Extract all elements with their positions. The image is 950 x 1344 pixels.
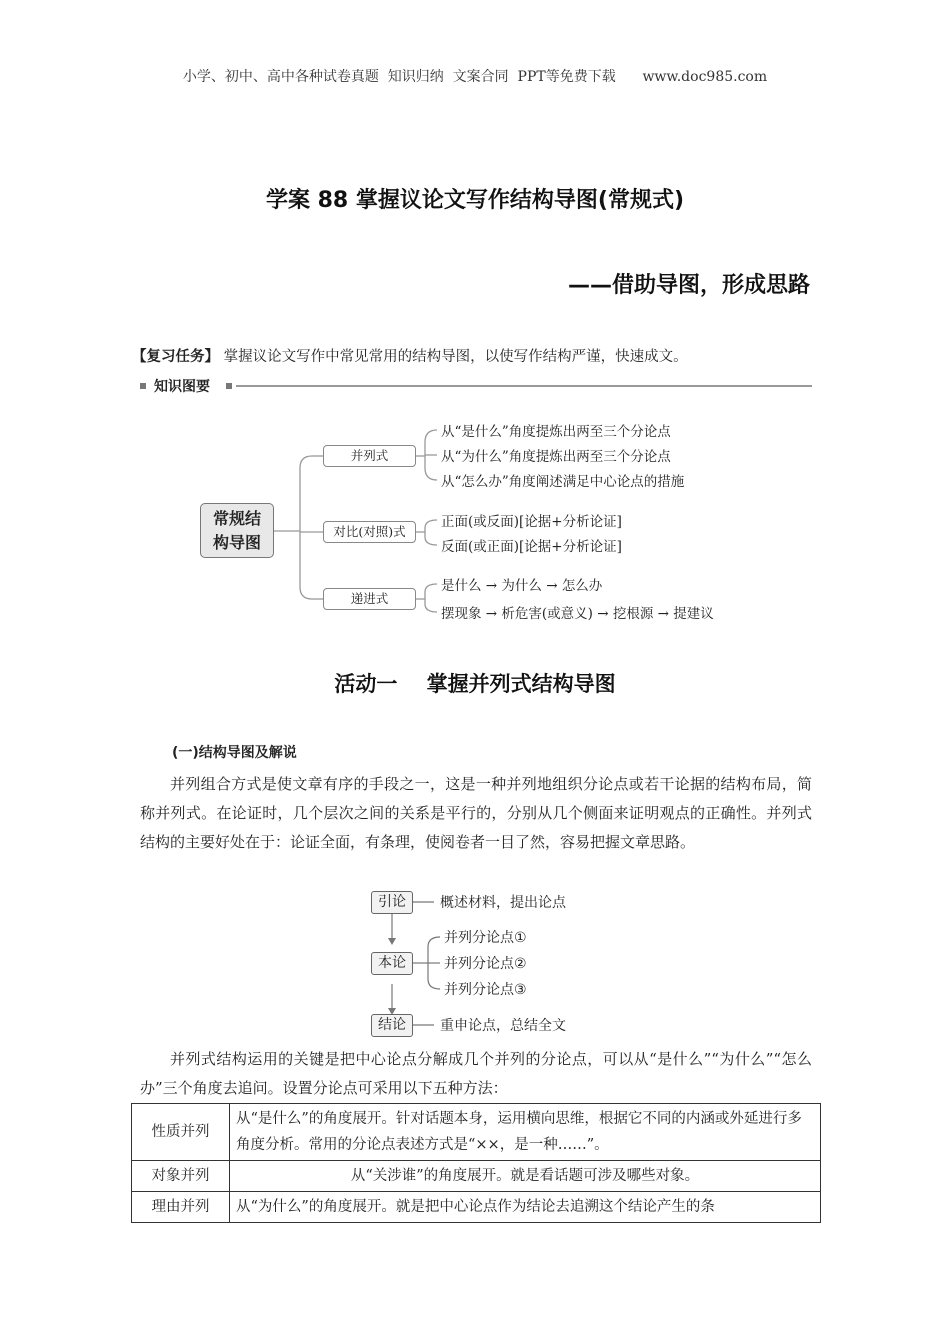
chain-step: 提建议 — [673, 606, 714, 622]
arrow-right-icon: → — [485, 606, 502, 622]
table-cell-desc: 从“为什么”的角度展开。就是把中心论点作为结论去追溯这个结论产生的条 — [230, 1192, 821, 1223]
table-row — [132, 1161, 821, 1192]
flow-intro-text: 概述材料，提出论点 — [440, 895, 566, 911]
table-cell-name: 对象并列 — [132, 1161, 230, 1192]
chain-step: 怎么办 — [561, 578, 603, 594]
review-task-label: 【复习任务】 — [132, 349, 219, 365]
review-task-text: 掌握议论文写作中常见常用的结构导图，以使写作结构严谨，快速成文。 — [223, 349, 688, 365]
table-cell-name: 性质并列 — [132, 1104, 230, 1161]
mindmap-leaf: 从“为什么”角度提炼出两至三个分论点 — [441, 449, 671, 465]
section-title: (一)结构导图及解说 — [172, 745, 297, 761]
flow-point: 并列分论点① — [444, 930, 527, 946]
page-header: 小学、初中、高中各种试卷真题 知识归纳 文案合同 PPT等免费下载 www.doc985.com — [182, 69, 768, 85]
flow-point: 并列分论点② — [444, 956, 527, 972]
flow-conclusion-text: 重申论点，总结全文 — [440, 1018, 566, 1034]
table-cell-desc: 从“是什么”的角度展开。针对话题本身，运用横向思维，根据它不同的内涵或外延进行多角度分析。常用的分论点表述方式是“××，是一种……”。 — [230, 1104, 821, 1161]
chain-step: 为什么 — [501, 578, 542, 594]
flow-body-box: 本论 — [371, 952, 413, 975]
chain-step: 是什么 — [441, 578, 482, 594]
table-row — [132, 1104, 821, 1161]
arrow-right-icon: → — [657, 606, 674, 622]
chain-step: 摆现象 — [441, 606, 482, 622]
paragraph: 并列式结构运用的关键是把中心论点分解成几个并列的分论点，可以从“是什么”“为什么”“怎么办”三个角度去追问。设置分论点可采用以下五种方法： — [140, 1050, 812, 1097]
flow-point: 并列分论点③ — [444, 982, 527, 998]
mindmap-leaf: 反面(或正面)[论据+分析论证] — [441, 539, 622, 555]
mindmap-leaf: 正面(或反面)[论据+分析论证] — [441, 514, 622, 530]
chain-step: 挖根源 — [612, 606, 654, 622]
page-subtitle: ——借助导图，形成思路 — [567, 273, 810, 298]
mindmap-branch-progressive: 递进式 — [323, 588, 416, 610]
paragraph: 并列组合方式是使文章有序的手段之一，这是一种并列地组织分论点或若干论据的结构布局，简称并列式。在论证时，几个层次之间的关系是平行的，分别从几个侧面来证明观点的正确性。并列式结构的主要好处在于：论证全面，有条理，使阅卷者一目了然，容易把握文章思路。 — [140, 775, 812, 851]
mindmap-leaf: 从“是什么”角度提炼出两至三个分论点 — [441, 424, 671, 440]
mindmap-leaf: 从“怎么办”角度阐述满足中心论点的措施 — [441, 474, 685, 490]
mindmap-root-line: 常规结 — [212, 509, 261, 528]
methods-table — [131, 1103, 821, 1223]
table-row — [132, 1192, 821, 1223]
arrow-right-icon: → — [546, 578, 562, 594]
mindmap-branch-contrast: 对比(对照)式 — [323, 521, 416, 543]
mindmap-root-line: 构导图 — [212, 533, 261, 552]
mindmap-branch-parallel: 并列式 — [323, 445, 416, 467]
activity-title: 活动一 掌握并列式结构导图 — [334, 672, 616, 696]
flow-intro-box: 引论 — [371, 891, 413, 914]
table-cell-name: 理由并列 — [132, 1192, 230, 1223]
arrow-right-icon: → — [485, 578, 502, 594]
arrow-right-icon: → — [597, 606, 613, 622]
knowledge-heading-label: 知识图要 — [154, 379, 210, 395]
table-cell-desc: 从“关涉谁”的角度展开。就是看话题可涉及哪些对象。 — [230, 1161, 821, 1192]
flow-conclusion-box: 结论 — [371, 1014, 413, 1037]
page-title: 学案 88 掌握议论文写作结构导图(常规式) — [265, 188, 685, 213]
chain-step: 析危害(或意义) — [501, 606, 593, 622]
